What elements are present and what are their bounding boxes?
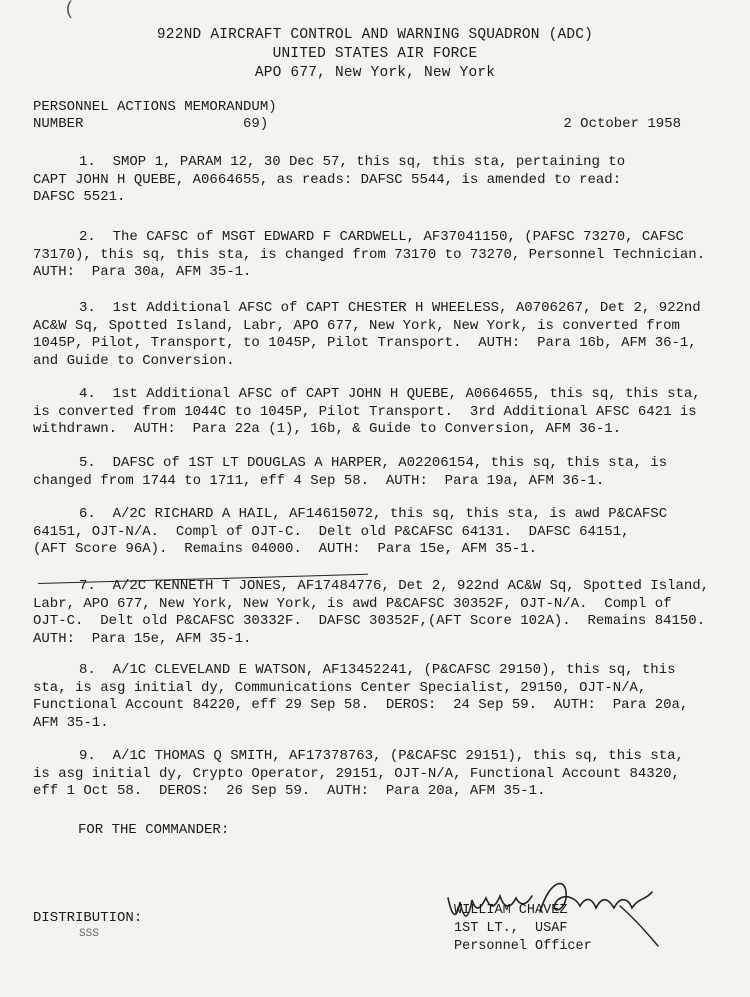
paragraph-7 — [33, 578, 733, 648]
paragraph-line: AC&W Sq, Spotted Island, Labr, APO 677, New York, New York, is converted from — [33, 317, 680, 334]
paragraph-line: 73170), this sq, this sta, is changed from 73170 to 73270, Personnel Technician. — [33, 246, 706, 263]
paragraph-line: is asg initial dy, Crypto Operator, 29151, OJT-N/A, Functional Account 84320, — [33, 765, 680, 782]
distribution — [33, 910, 142, 942]
paragraph-line: 6. A/2C RICHARD A HAIL, AF14615072, this sq, this sta, is awd P&CAFSC — [79, 506, 668, 522]
service-name: UNITED STATES AIR FORCE — [272, 46, 478, 62]
memo-number: NUMBER 69) — [33, 116, 269, 132]
paragraph-line: AUTH: Para 30a, AFM 35-1. — [33, 264, 252, 280]
paragraph-line: Functional Account 84220, eff 29 Sep 58. DEROS: 24 Sep 59. AUTH: Para 20a, — [33, 697, 689, 713]
paragraph-line: changed from 1744 to 1711, eff 4 Sep 58. AUTH: Para 19a, AFM 36-1. — [33, 472, 605, 489]
paragraph-line: sta, is asg initial dy, Communications Center Specialist, 29150, OJT-N/A, — [33, 679, 647, 696]
paragraph-1 — [33, 154, 733, 207]
signer-rank: 1ST LT., USAF — [454, 921, 568, 936]
memo-heading — [33, 99, 723, 133]
paragraph-line: 8. A/1C CLEVELAND E WATSON, AF13452241, (P&CAFSC 29150), this sq, this — [79, 662, 676, 678]
closing-line: FOR THE COMMANDER: — [78, 822, 230, 838]
paragraph-line: 4. 1st Additional AFSC of CAPT JOHN H QUEBE, A0664655, this sq, this sta, — [79, 386, 701, 402]
memo-date: 2 October 1958 — [563, 116, 681, 132]
paragraph-line: withdrawn. AUTH: Para 22a (1), 16b, & Guide to Conversion, AFM 36-1. — [33, 421, 622, 437]
paragraph-line: CAPT JOHN H QUEBE, A0664655, as reads: DAFSC 5544, is amended to read: — [33, 171, 622, 188]
paragraph-line: eff 1 Oct 58. DEROS: 26 Sep 59. AUTH: Para 20a, AFM 35-1. — [33, 783, 546, 799]
paragraph-line: 5. DAFSC of 1ST LT DOUGLAS A HARPER, A02206154, this sq, this sta, is — [79, 455, 668, 471]
letterhead — [0, 26, 750, 83]
unit-name: 922ND AIRCRAFT CONTROL AND WARNING SQUADRON (ADC) — [156, 27, 594, 43]
paragraph-line: is converted from 1044C to 1045P, Pilot Transport. 3rd Additional AFSC 6421 is — [33, 403, 697, 420]
paragraph-line: (AFT Score 96A). Remains 04000. AUTH: Para 15e, AFM 35-1. — [33, 541, 538, 557]
paragraph-2 — [33, 229, 733, 282]
distribution-value: SSS — [79, 928, 99, 940]
signer-title: Personnel Officer — [454, 939, 592, 954]
paragraph-line: 64151, OJT-N/A. Compl of OJT-C. Delt old P&CAFSC 64131. DAFSC 64151, — [33, 523, 630, 540]
paragraph-line: AUTH: Para 15e, AFM 35-1. — [33, 630, 252, 647]
paragraph-9 — [33, 748, 733, 801]
paragraph-8 — [33, 662, 733, 732]
paragraph-3 — [33, 300, 733, 370]
paragraph-6 — [33, 506, 733, 559]
paragraph-line: DAFSC 5521. — [33, 189, 126, 205]
paragraph-line: 9. A/1C THOMAS Q SMITH, AF17378763, (P&CAFSC 29151), this sq, this sta, — [79, 748, 684, 764]
distribution-label: DISTRIBUTION: — [33, 910, 143, 926]
paragraph-line: 2. The CAFSC of MSGT EDWARD F CARDWELL, AF37041150, (PAFSC 73270, CAFSC — [79, 229, 684, 245]
unit-address: APO 677, New York, New York — [254, 65, 496, 81]
paragraph-line: OJT-C. Delt old P&CAFSC 30332F. DAFSC 30352F,(AFT Score 102A). Remains 84150. — [33, 613, 706, 629]
paragraph-line: 1. SMOP 1, PARAM 12, 30 Dec 57, this sq, this sta, pertaining to — [79, 154, 626, 170]
paragraph-line: and Guide to Conversion. — [33, 352, 235, 369]
signature-block — [454, 902, 592, 956]
paragraph-line: Labr, APO 677, New York, New York, is awd P&CAFSC 30352F, OJT-N/A. Compl of — [33, 595, 672, 612]
paragraph-line: 3. 1st Additional AFSC of CAPT CHESTER H WHEELESS, A0706267, Det 2, 922nd — [79, 300, 701, 316]
signer-name: WILLIAM CHAVEZ — [454, 903, 568, 918]
memo-title: PERSONNEL ACTIONS MEMORANDUM) — [33, 99, 277, 115]
paragraph-line: 1045P, Pilot, Transport, to 1045P, Pilot Transport. AUTH: Para 16b, AFM 36-1, — [33, 335, 697, 351]
paragraph-line: 7. A/2C KENNETH T JONES, AF17484776, Det 2, 922nd AC&W Sq, Spotted Island, — [79, 578, 710, 594]
paragraph-5 — [33, 455, 733, 490]
paragraph-4 — [33, 386, 733, 439]
corner-mark: ( — [64, 0, 75, 20]
paragraph-line: AFM 35-1. — [33, 714, 109, 731]
